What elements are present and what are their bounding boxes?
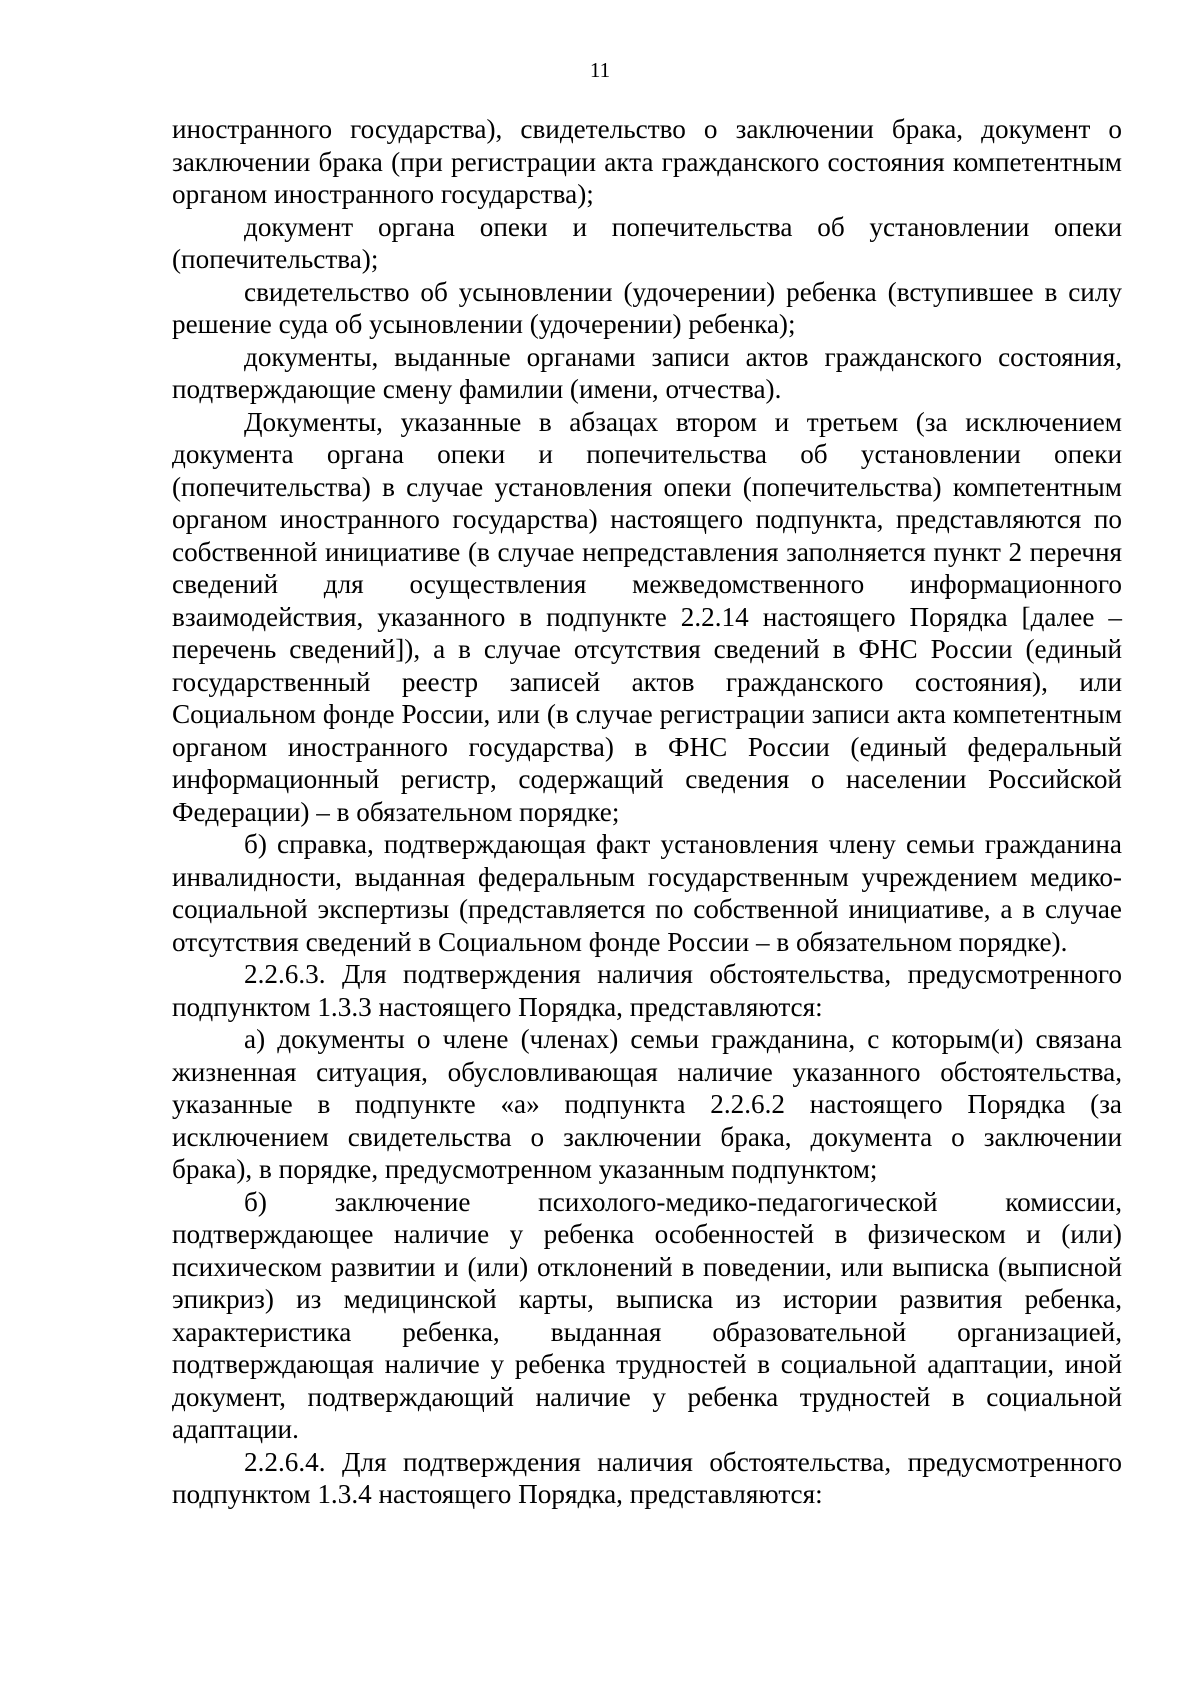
page-number: 11 <box>589 58 611 82</box>
paragraph-5: Документы, указанные в абзацах втором и третьем (за исключением документа органа опеки и попечительства об установлении опеки (попечительства) в случае установления опеки (попечительства) компетентным органом иностранного государства) настоящего подпункта, представляются по собственной инициативе (в случае непредставления заполняется пункт 2 перечня сведений для осуществления межведомственного информационного взаимодействия, указанного в подпункте 2.2.14 настоящего Порядка [далее – перечень сведений]), а в случае отсутствия сведений в ФНС России (единый государственный реестр записей актов гражданского состояния), или Социальном фонде России, или (в случае регистрации записи акта компетентным органом иностранного государства) в ФНС России (единый федеральный информационный регистр, содержащий сведения о населении Российской Федерации) – в обязательном порядке; <box>172 406 1122 827</box>
paragraph-9: б) заключение психолого-медико-педагогической комиссии, подтверждающее наличие у ребенка особенностей в физическом и (или) психическом развитии и (или) отклонений в поведении, или выписка (выписной эпикриз) из медицинской карты, выписка из истории развития ребенка, характеристика ребенка, выданная образовательной организацией, подтверждающая наличие у ребенка трудностей в социальной адаптации, иной документ, подтверждающий наличие у ребенка трудностей в социальной адаптации. <box>172 1186 1122 1444</box>
paragraph-4: документы, выданные органами записи актов гражданского состояния, подтверждающие смену фамилии (имени, отчества). <box>172 341 1122 404</box>
paragraph-2: документ органа опеки и попечительства об установлении опеки (попечительства); <box>172 211 1122 274</box>
paragraph-7: 2.2.6.3. Для подтверждения наличия обстоятельства, предусмотренного подпунктом 1.3.3 настоящего Порядка, представляются: <box>172 959 1122 1022</box>
document-body <box>172 113 1122 1511</box>
paragraph-8: а) документы о члене (членах) семьи гражданина, с которым(и) связана жизненная ситуация, обусловливающая наличие указанного обстоятельства, указанные в подпункте «а» подпункта 2.2.6.2 настоящего Порядка (за исключением свидетельства о заключении брака, документа о заключении брака), в порядке, предусмотренном указанным подпунктом; <box>172 1024 1122 1184</box>
paragraph-6: б) справка, подтверждающая факт установления члену семьи гражданина инвалидности, выданная федеральным государственным учреждением медико-социальной экспертизы (представляется по собственной инициативе, а в случае отсутствия сведений в Социальном фонде России – в обязательном порядке). <box>172 829 1122 957</box>
paragraph-10: 2.2.6.4. Для подтверждения наличия обстоятельства, предусмотренного подпунктом 1.3.4 настоящего Порядка, представляются: <box>172 1446 1122 1509</box>
paragraph-3: свидетельство об усыновлении (удочерении) ребенка (вступившее в силу решение суда об усыновлении (удочерении) ребенка); <box>172 276 1122 339</box>
paragraph-1: иностранного государства), свидетельство о заключении брака, документ о заключении брака (при регистрации акта гражданского состояния компетентным органом иностранного государства); <box>172 114 1122 209</box>
